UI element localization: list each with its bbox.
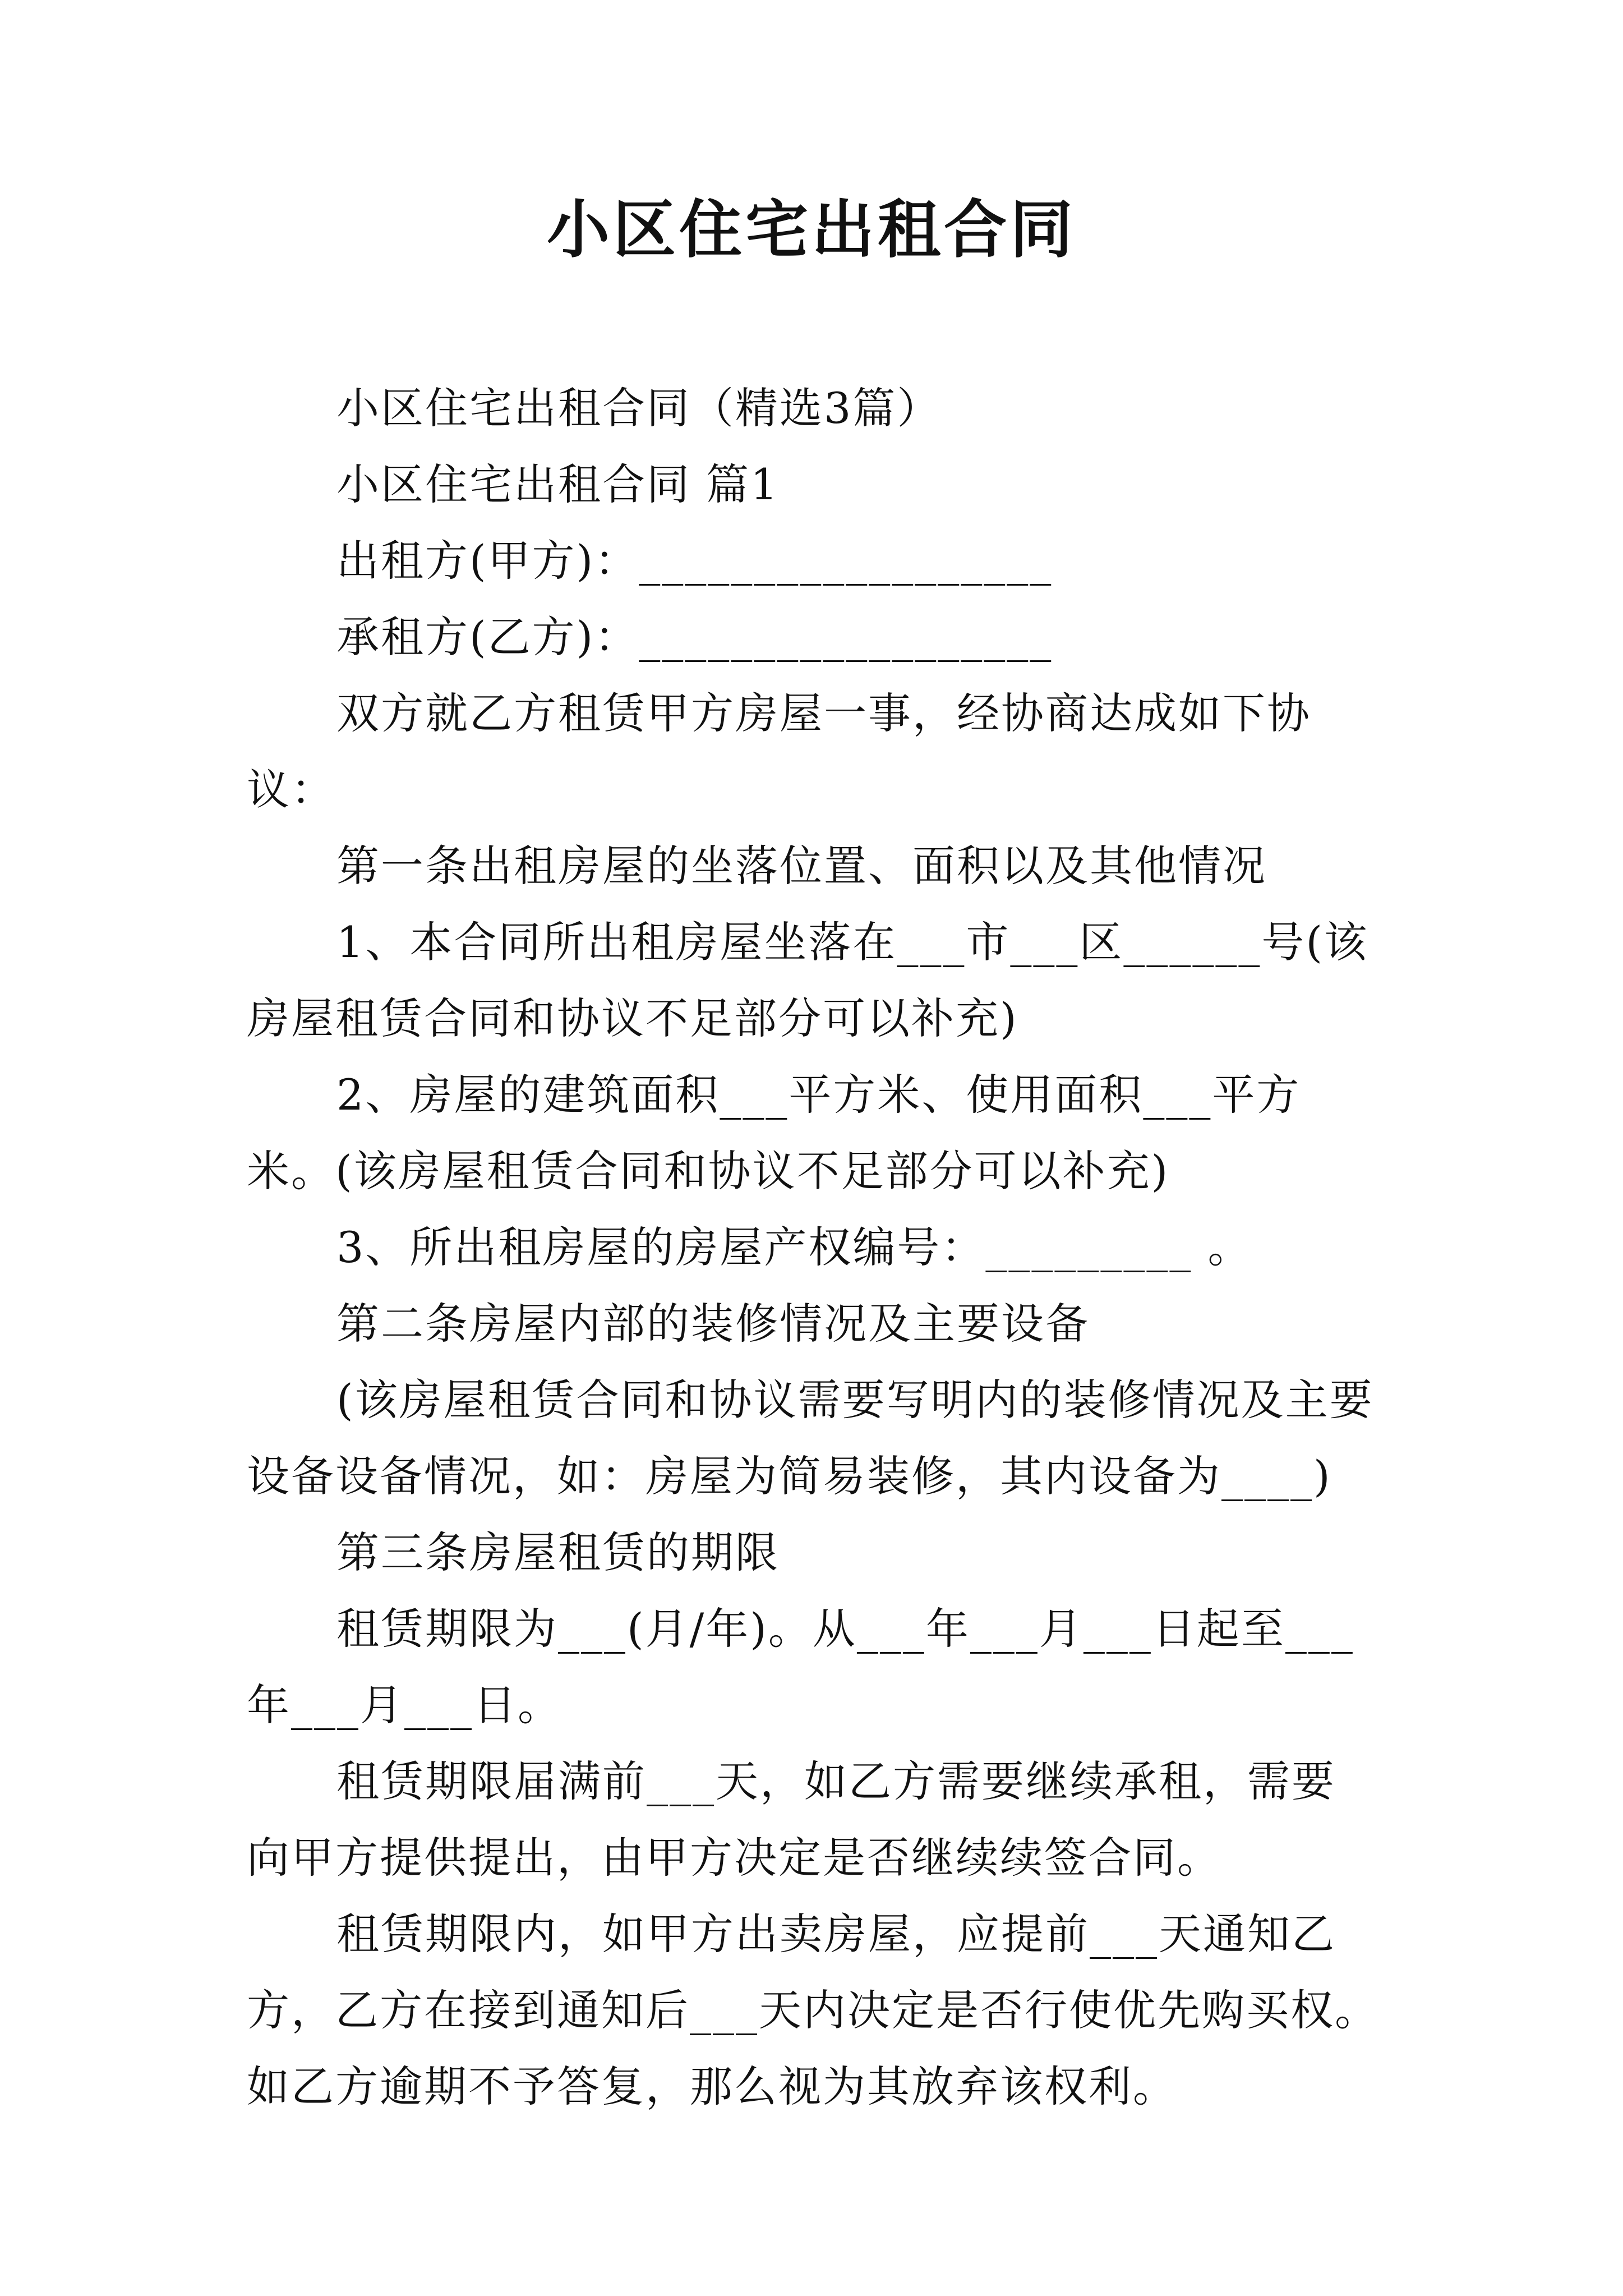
paragraph-lessor: 出租方(甲方)：__________________ bbox=[336, 536, 1053, 586]
paragraph-article-3: 第三条房屋租赁的期限 bbox=[336, 1527, 780, 1577]
document-body bbox=[247, 370, 1380, 2125]
paragraph-article-2: 第二条房屋内部的装修情况及主要设备 bbox=[336, 1299, 1090, 1349]
paragraph-equipment-note: (该房屋租赁合同和协议需要写明内的装修情况及主要设备设备情况，如：房屋为简易装修，其内设备为____) bbox=[247, 1375, 1374, 1501]
paragraph-preemption: 租赁期限内，如甲方出卖房屋，应提前___天通知乙方，乙方在接到通知后___天内决定是否行使优先购买权。如乙方逾期不予答复，那么视为其放弃该权利。 bbox=[247, 1909, 1379, 2111]
paragraph-lease-term: 租赁期限为___(月/年)。从___年___月___日起至___年___月___日。 bbox=[247, 1604, 1354, 1730]
document-title: 小区住宅出租合同 bbox=[547, 193, 1076, 266]
paragraph-agreement-intro: 双方就乙方租赁甲方房屋一事，经协商达成如下协议： bbox=[247, 688, 1311, 815]
paragraph-section-heading: 小区住宅出租合同 篇1 bbox=[336, 459, 780, 509]
paragraph-article-1: 第一条出租房屋的坐落位置、面积以及其他情况 bbox=[336, 841, 1267, 891]
paragraph-renewal: 租赁期限届满前___天，如乙方需要继续承租，需要向甲方提供提出，由甲方决定是否继续续签合同。 bbox=[247, 1756, 1336, 1883]
paragraph-lessee: 承租方(乙方)：__________________ bbox=[336, 612, 1053, 662]
paragraph-item-2: 2、房屋的建筑面积___平方米、使用面积___平方米。(该房屋租赁合同和协议不足部分可以补充) bbox=[247, 1070, 1301, 1196]
paragraph-subtitle: 小区住宅出租合同（精选3篇） bbox=[336, 383, 942, 433]
paragraph-item-3: 3、所出租房屋的房屋产权编号：_________ 。 bbox=[336, 1222, 1252, 1272]
paragraph-item-1: 1、本合同所出租房屋坐落在___市___区______号(该房屋租赁合同和协议不足部分可以补充) bbox=[247, 917, 1369, 1043]
